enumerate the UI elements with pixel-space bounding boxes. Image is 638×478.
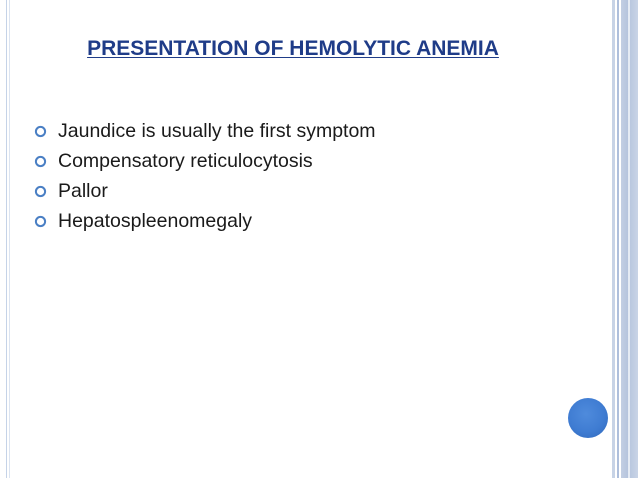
bullet-item: [34, 116, 376, 146]
left-border-line: [6, 0, 7, 478]
hollow-circle-bullet-icon: [34, 125, 47, 138]
bullet-text: Jaundice is usually the first symptom: [58, 119, 376, 142]
bullet-text: Hepatospleenomegaly: [58, 209, 253, 232]
bullet-text: Pallor: [58, 179, 108, 202]
bullet-item: [34, 206, 376, 236]
hollow-circle-bullet-icon: [34, 155, 47, 168]
hollow-circle-bullet-icon: [34, 215, 47, 228]
slide-title: PRESENTATION OF HEMOLYTIC ANEMIA: [87, 37, 499, 60]
hollow-circle-bullet-icon: [34, 185, 47, 198]
decorative-circle-icon: [568, 398, 608, 438]
bullet-list: [34, 116, 376, 236]
left-border-line-inner: [9, 0, 10, 478]
right-decorative-stripe: [617, 0, 619, 478]
right-decorative-highlight: [628, 0, 630, 478]
bullet-item: [34, 176, 376, 206]
bullet-item: [34, 146, 376, 176]
bullet-text: Compensatory reticulocytosis: [58, 149, 313, 172]
right-decorative-stripe: [612, 0, 615, 478]
